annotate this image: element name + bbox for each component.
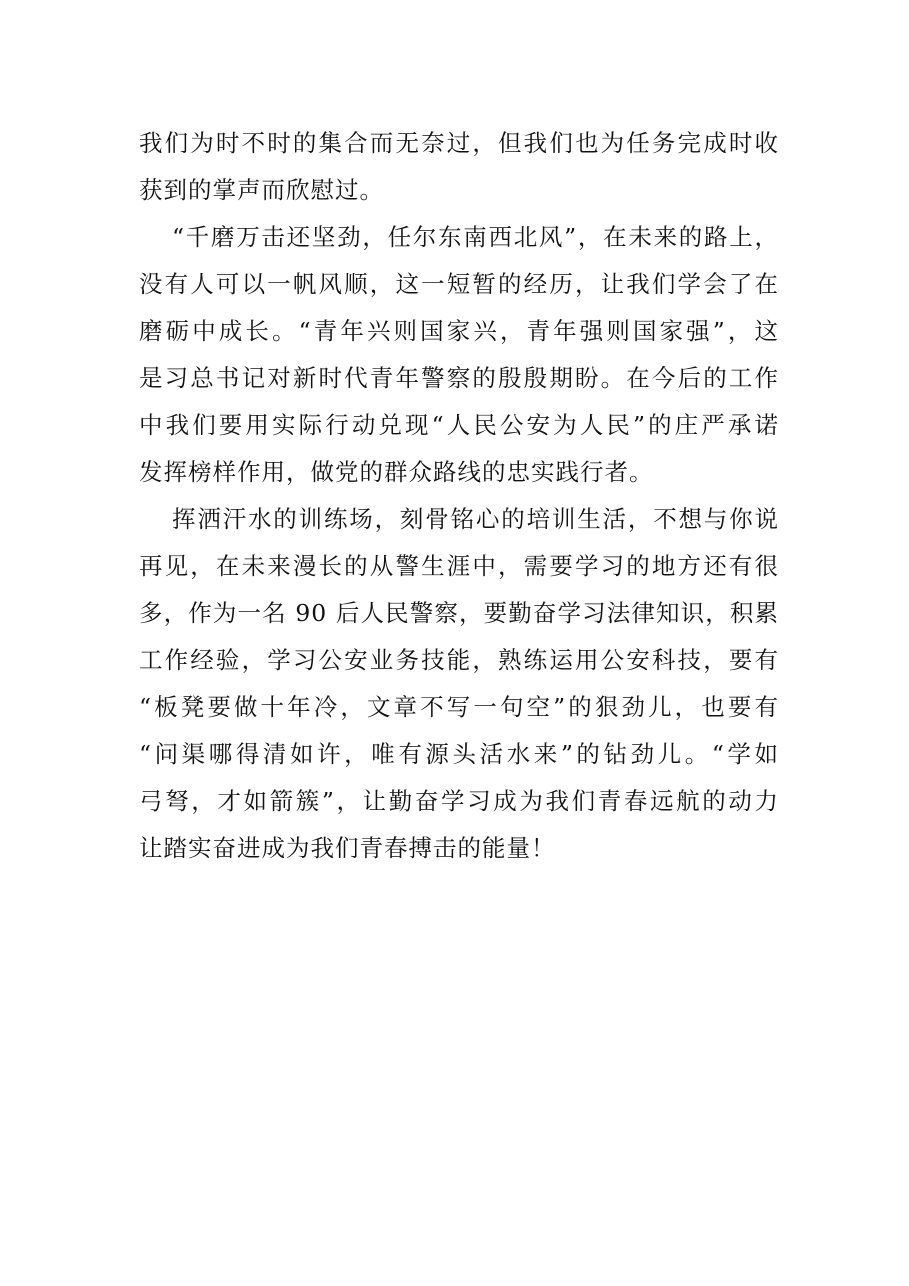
text-line: 弓弩，才如箭簇”，让勤奋学习成为我们青春远航的动力 xyxy=(139,787,779,815)
text-line: “千磨万击还坚劲，任尔东南西北风”，在未来的路上， xyxy=(172,223,779,251)
text-line: 发挥榜样作用，做党的群众路线的忠实践行者。 xyxy=(139,458,654,486)
text-line: “问渠哪得清如许，唯有源头活水来”的钻劲儿。“学如 xyxy=(139,740,779,768)
paragraph-1 xyxy=(139,120,779,214)
paragraph-2 xyxy=(139,214,779,496)
text-line: 我们为时不时的集合而无奈过，但我们也为任务完成时收 xyxy=(139,129,779,157)
text-line: 没有人可以一帆风顺，这一短暂的经历，让我们学会了在 xyxy=(139,270,779,298)
text-line: 让踏实奋进成为我们青春搏击的能量！ xyxy=(139,834,556,862)
text-line: 挥洒汗水的训练场，刻骨铭心的培训生活，不想与你说 xyxy=(172,505,779,533)
text-line: 磨砺中成长。“青年兴则国家兴，青年强则国家强”，这 xyxy=(139,317,779,345)
text-line: 中我们要用实际行动兑现“人民公安为人民”的庄严承诺 xyxy=(139,411,779,439)
paragraph-3 xyxy=(139,496,779,872)
text-line: 工作经验，学习公安业务技能，熟练运用公安科技，要有 xyxy=(139,646,779,674)
text-line: 是习总书记对新时代青年警察的殷殷期盼。在今后的工作 xyxy=(139,364,779,392)
text-line: 获到的掌声而欣慰过。 xyxy=(139,176,384,204)
text-line: 多，作为一名 90 后人民警察，要勤奋学习法律知识，积累 xyxy=(139,599,779,627)
text-line: 再见，在未来漫长的从警生涯中，需要学习的地方还有很 xyxy=(139,552,779,580)
text-line: “板凳要做十年冷，文章不写一句空”的狠劲儿，也要有 xyxy=(139,693,779,721)
document-body xyxy=(139,120,779,872)
